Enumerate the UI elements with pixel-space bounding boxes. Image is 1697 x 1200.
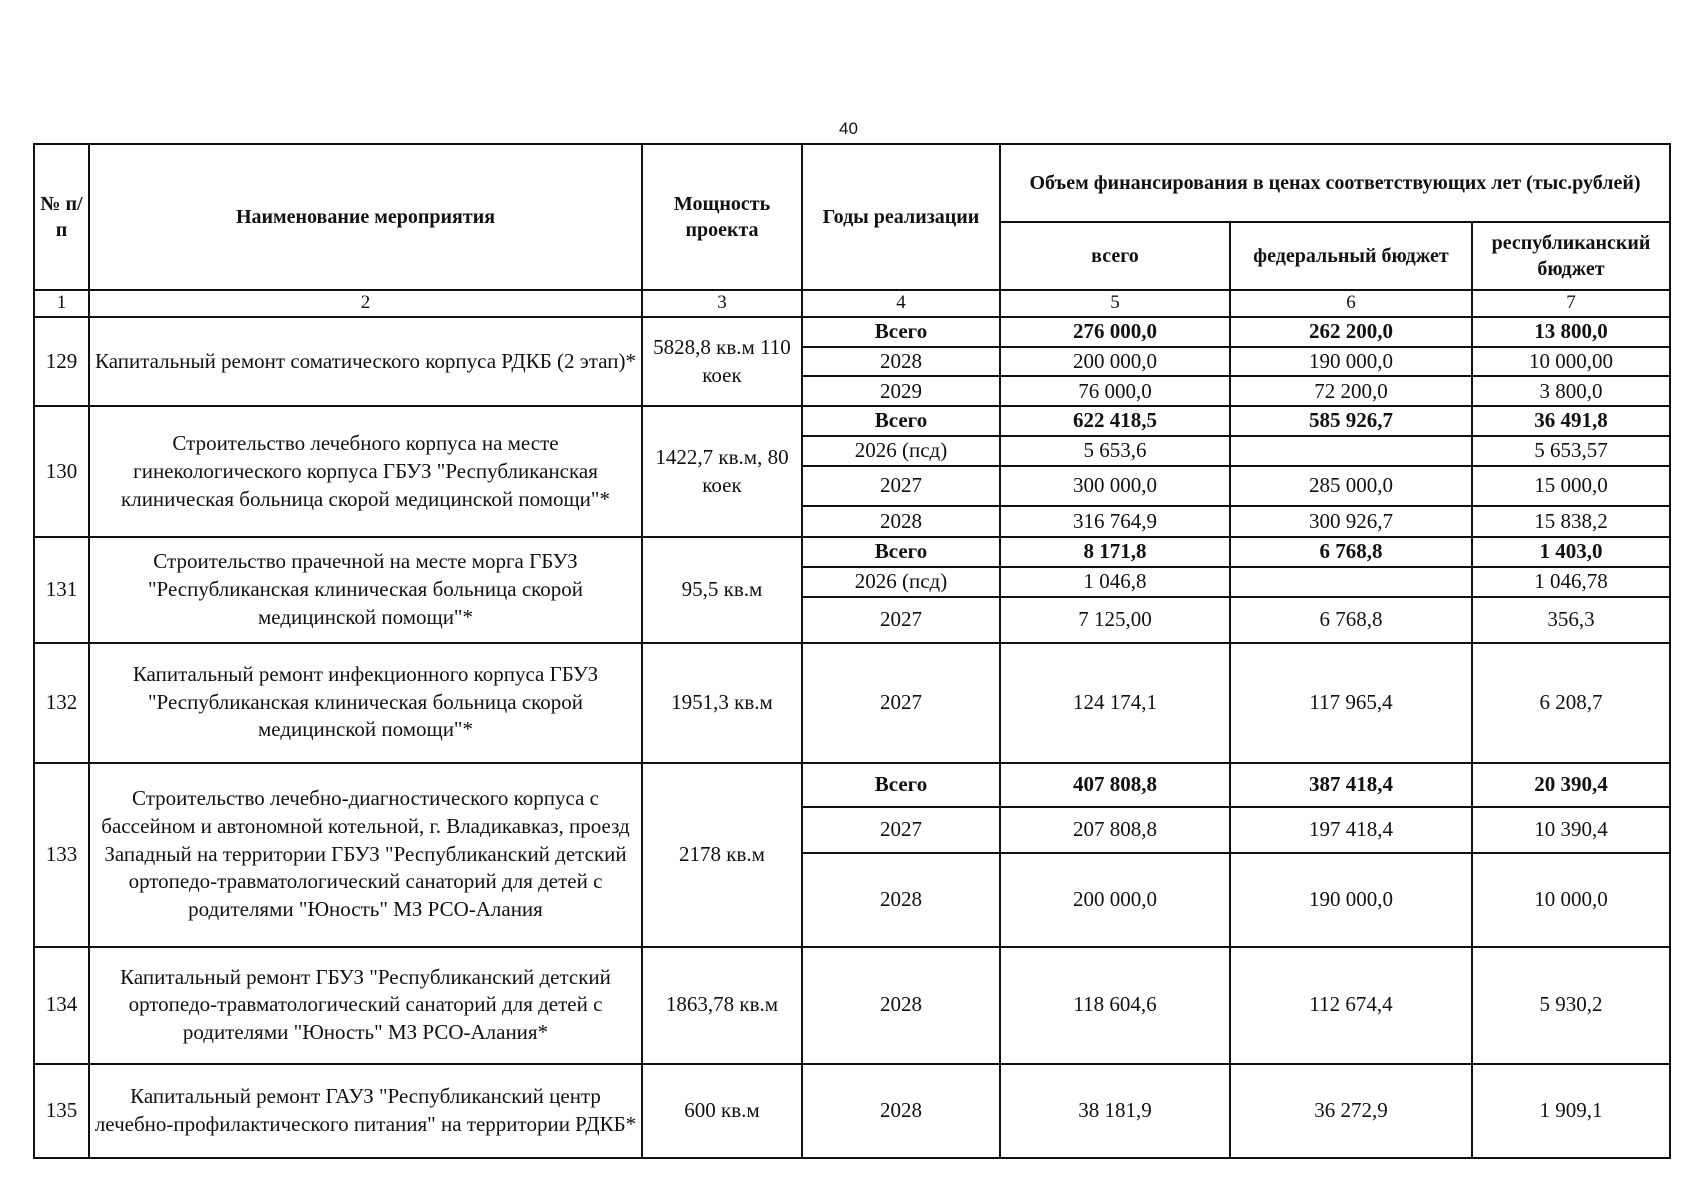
total-cell: 124 174,1 (1000, 643, 1230, 763)
year-cell: Всего (802, 763, 1000, 807)
column-number: 2 (89, 290, 642, 317)
year-cell: 2026 (псд) (802, 567, 1000, 597)
federal-cell: 36 272,9 (1230, 1064, 1472, 1158)
federal-cell: 285 000,0 (1230, 466, 1472, 506)
total-cell: 316 764,9 (1000, 506, 1230, 537)
measure-name: Строительство лечебного корпуса на месте гинекологического корпуса ГБУЗ "Республиканская клиническая больница скорой медицинской помощи"* (89, 406, 642, 537)
row-number: 129 (34, 317, 89, 406)
project-power: 600 кв.м (642, 1064, 802, 1158)
total-cell: 276 000,0 (1000, 317, 1230, 347)
year-cell: 2027 (802, 807, 1000, 853)
table-row (34, 1064, 1670, 1158)
republic-cell: 356,3 (1472, 597, 1670, 643)
header-republic-budget: республиканский бюджет (1472, 222, 1670, 290)
year-cell: 2029 (802, 376, 1000, 406)
federal-cell: 6 768,8 (1230, 537, 1472, 567)
header-federal-budget: федеральный бюджет (1230, 222, 1472, 290)
year-cell: 2028 (802, 1064, 1000, 1158)
federal-cell: 190 000,0 (1230, 347, 1472, 377)
row-number: 134 (34, 947, 89, 1064)
total-cell: 5 653,6 (1000, 436, 1230, 466)
column-number: 7 (1472, 290, 1670, 317)
year-cell: Всего (802, 317, 1000, 347)
republic-cell: 10 000,00 (1472, 347, 1670, 377)
project-power: 5828,8 кв.м 110 коек (642, 317, 802, 406)
federal-cell: 197 418,4 (1230, 807, 1472, 853)
republic-cell: 5 930,2 (1472, 947, 1670, 1064)
federal-cell (1230, 436, 1472, 466)
column-number: 3 (642, 290, 802, 317)
federal-cell (1230, 567, 1472, 597)
total-cell: 8 171,8 (1000, 537, 1230, 567)
federal-cell: 585 926,7 (1230, 406, 1472, 436)
measure-name: Капитальный ремонт ГБУЗ "Республиканский детский ортопедо-травматологический санаторий для детей с родителями "Юность" МЗ РСО-Алания* (89, 947, 642, 1064)
header-financing-volume: Объем финансирования в ценах соответствующих лет (тыс.рублей) (1000, 144, 1670, 222)
year-cell: 2028 (802, 853, 1000, 947)
measure-name: Строительство прачечной на месте морга ГБУЗ "Республиканская клиническая больница скорой медицинской помощи"* (89, 537, 642, 642)
project-power: 95,5 кв.м (642, 537, 802, 642)
total-cell: 407 808,8 (1000, 763, 1230, 807)
federal-cell: 300 926,7 (1230, 506, 1472, 537)
year-cell: 2028 (802, 347, 1000, 377)
federal-cell: 117 965,4 (1230, 643, 1472, 763)
total-cell: 300 000,0 (1000, 466, 1230, 506)
year-cell: 2028 (802, 947, 1000, 1064)
measure-name: Капитальный ремонт соматического корпуса РДКБ (2 этап)* (89, 317, 642, 406)
republic-cell: 6 208,7 (1472, 643, 1670, 763)
column-number: 6 (1230, 290, 1472, 317)
financing-table (33, 143, 1671, 1159)
year-cell: 2027 (802, 643, 1000, 763)
table-row (34, 406, 1670, 436)
total-cell: 118 604,6 (1000, 947, 1230, 1064)
republic-cell: 13 800,0 (1472, 317, 1670, 347)
project-power: 1863,78 кв.м (642, 947, 802, 1064)
project-power: 1951,3 кв.м (642, 643, 802, 763)
row-number: 130 (34, 406, 89, 537)
federal-cell: 262 200,0 (1230, 317, 1472, 347)
year-cell: 2028 (802, 506, 1000, 537)
row-number: 132 (34, 643, 89, 763)
total-cell: 7 125,00 (1000, 597, 1230, 643)
column-numbers-row (34, 290, 1670, 317)
year-cell: Всего (802, 537, 1000, 567)
year-cell: 2026 (псд) (802, 436, 1000, 466)
measure-name: Капитальный ремонт инфекционного корпуса ГБУЗ "Республиканская клиническая больница скорой медицинской помощи"* (89, 643, 642, 763)
republic-cell: 15 000,0 (1472, 466, 1670, 506)
page-number: 40 (839, 119, 858, 138)
total-cell: 1 046,8 (1000, 567, 1230, 597)
total-cell: 207 808,8 (1000, 807, 1230, 853)
republic-cell: 36 491,8 (1472, 406, 1670, 436)
row-number: 135 (34, 1064, 89, 1158)
table-row (34, 537, 1670, 567)
header-total: всего (1000, 222, 1230, 290)
republic-cell: 10 390,4 (1472, 807, 1670, 853)
table-row (34, 643, 1670, 763)
republic-cell: 20 390,4 (1472, 763, 1670, 807)
total-cell: 200 000,0 (1000, 347, 1230, 377)
column-number: 1 (34, 290, 89, 317)
total-cell: 76 000,0 (1000, 376, 1230, 406)
federal-cell: 6 768,8 (1230, 597, 1472, 643)
column-number: 5 (1000, 290, 1230, 317)
project-power: 2178 кв.м (642, 763, 802, 947)
republic-cell: 1 909,1 (1472, 1064, 1670, 1158)
republic-cell: 15 838,2 (1472, 506, 1670, 537)
project-power: 1422,7 кв.м, 80 коек (642, 406, 802, 537)
federal-cell: 190 000,0 (1230, 853, 1472, 947)
year-cell: 2027 (802, 466, 1000, 506)
federal-cell: 387 418,4 (1230, 763, 1472, 807)
republic-cell: 3 800,0 (1472, 376, 1670, 406)
federal-cell: 72 200,0 (1230, 376, 1472, 406)
table-row (34, 317, 1670, 347)
row-number: 133 (34, 763, 89, 947)
republic-cell: 10 000,0 (1472, 853, 1670, 947)
header-number: № п/п (34, 144, 89, 290)
header-power: Мощность проекта (642, 144, 802, 290)
measure-name: Строительство лечебно-диагностического корпуса с бассейном и автономной котельной, г. Владикавказ, проезд Западный на территории ГБУЗ "Республиканский детский ортопедо-травматологический санаторий для детей с родителями "Юность" МЗ РСО-Алания (89, 763, 642, 947)
republic-cell: 5 653,57 (1472, 436, 1670, 466)
column-number: 4 (802, 290, 1000, 317)
year-cell: 2027 (802, 597, 1000, 643)
header-name: Наименование мероприятия (89, 144, 642, 290)
federal-cell: 112 674,4 (1230, 947, 1472, 1064)
republic-cell: 1 403,0 (1472, 537, 1670, 567)
total-cell: 38 181,9 (1000, 1064, 1230, 1158)
total-cell: 200 000,0 (1000, 853, 1230, 947)
table-row (34, 763, 1670, 807)
header-years: Годы реализации (802, 144, 1000, 290)
total-cell: 622 418,5 (1000, 406, 1230, 436)
table-row (34, 947, 1670, 1064)
republic-cell: 1 046,78 (1472, 567, 1670, 597)
row-number: 131 (34, 537, 89, 642)
year-cell: Всего (802, 406, 1000, 436)
measure-name: Капитальный ремонт ГАУЗ "Республиканский центр лечебно-профилактического питания" на территории РДКБ* (89, 1064, 642, 1158)
